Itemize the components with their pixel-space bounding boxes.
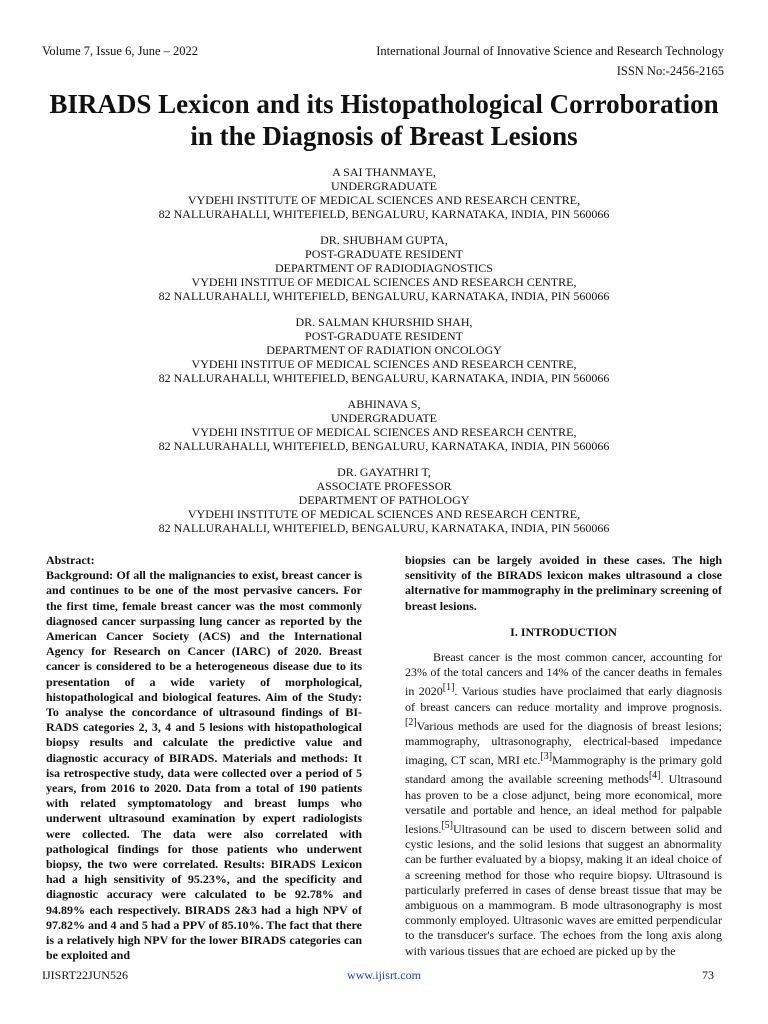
author-name: DR. SHUBHAM GUPTA, (320, 233, 448, 247)
author-affiliation-line: VYDEHI INSTITUTE OF MEDICAL SCIENCES AND RESEARCH CENTRE, (187, 193, 581, 207)
author-name: ABHINAVA S, (347, 397, 421, 411)
page-number: 73 (702, 968, 714, 982)
introduction-paragraph (405, 650, 722, 959)
author-affiliation-line: 82 NALLURAHALLI, WHITEFIELD, BENGALURU, KARNATAKA, INDIA, PIN 560066 (158, 521, 610, 535)
abstract-continuation: biopsies can be largely avoided in these cases. The high sensitivity of the BIRADS lexicon makes ultrasound a close alternative for mammography in the preliminary screening of breast lesions. (405, 553, 722, 613)
intro-text: Various methods are used for the diagnosis of breast lesions; mammography, ultrasonography, electrical-based impedance imaging, CT scan, MRI etc. (405, 718, 722, 768)
author-name: DR. SALMAN KHURSHID SHAH, (295, 315, 473, 329)
citation-ref: [1] (442, 682, 455, 694)
author-block (40, 165, 728, 221)
intro-text: Mammography is the primary gold standard among the available screening methods (405, 753, 722, 787)
author-affiliation-line: ASSOCIATE PROFESSOR (316, 479, 452, 493)
intro-text: Breast cancer is the most common cancer, accounting for 23% of the total cancers and 14% of the cancer deaths in females in 2020 (405, 650, 722, 699)
journal-url-link[interactable]: www.ijisrt.com (347, 968, 421, 982)
author-affiliation-line: VYDEHI INSTITUE OF MEDICAL SCIENCES AND RESEARCH CENTRE, (191, 357, 577, 371)
author-affiliation-line: DEPARTMENT OF RADIATION ONCOLOGY (266, 343, 502, 357)
author-affiliation-line: VYDEHI INSTITUTE OF MEDICAL SCIENCES AND RESEARCH CENTRE, (187, 507, 581, 521)
abstract-text: Background: Of all the malignancies to exist, breast cancer is and continues to be one of the most pervasive cancers. For the first time, female breast cancer was the most commonly diagnosed cancer surpassing lung cancer as reported by the American Cancer Society (ACS) and the International Agency for Research on Cancer (IARC) of 2020. Breast cancer is considered to be a heterogeneous disease due to its presentation of a wide variety of morphological, histopathological and biological features. Aim of the Study: To analyse the concordance of ultrasound findings of BI-RADS categories 2, 3, 4 and 5 lesions with histopathological biopsy results and calculate the predictive value and diagnostic accuracy of BIRADS. Materials and methods: It isa retrospective study, data were collected over a period of 5 years, from 2016 to 2020. Data from a total of 190 patients with related symptomatology and breast lumps who underwent ultrasound examination by expert radiologists were collected. The data were also correlated with pathological findings for those patients who underwent biopsy, the two were correlated. Results: BIRADS Lexicon had a high sensitivity of 95.23%, and the specificity and diagnostic accuracy were calculated to be 92.78% and 94.89% each respectively. BIRADS 2&3 had a high NPV of 97.82% and 4 and 5 had a PPV of 85.10%. The fact that there is a relatively high NPV for the lower BIRADS categories can be exploited and (46, 568, 362, 963)
author-name: DR. GAYATHRI T, (337, 465, 431, 479)
right-column (405, 553, 722, 959)
author-affiliation-line: POST-GRADUATE RESIDENT (305, 247, 463, 261)
author-affiliation-line: VYDEHI INSTITUE OF MEDICAL SCIENCES AND RESEARCH CENTRE, (191, 425, 577, 439)
author-affiliation-line: DEPARTMENT OF PATHOLOGY (298, 493, 470, 507)
author-affiliation-line: 82 NALLURAHALLI, WHITEFIELD, BENGALURU, KARNATAKA, INDIA, PIN 560066 (158, 207, 610, 221)
section-heading-introduction: I. INTRODUCTION (510, 624, 617, 639)
author-affiliation-line: UNDERGRADUATE (331, 179, 437, 193)
citation-ref: [4] (648, 770, 661, 782)
issn-number: ISSN No:-2456-2165 (616, 64, 724, 78)
abstract-heading: Abstract: (46, 553, 95, 567)
author-block (40, 397, 728, 453)
author-affiliation-line: VYDEHI INSTITUE OF MEDICAL SCIENCES AND RESEARCH CENTRE, (191, 275, 577, 289)
author-block (40, 315, 728, 385)
journal-name: International Journal of Innovative Science and Research Technology (376, 44, 724, 58)
author-affiliation-line: DEPARTMENT OF RADIODIAGNOSTICS (275, 261, 493, 275)
paper-id: IJISRT22JUN526 (42, 968, 128, 982)
author-affiliation-line: UNDERGRADUATE (331, 411, 437, 425)
citation-ref: [3] (540, 751, 553, 763)
intro-text: . Various studies have proclaimed that early diagnosis of breast cancers can reduce mortality and improve prognosis. (405, 684, 722, 714)
author-name: A SAI THANMAYE, (332, 165, 436, 179)
author-block (40, 465, 728, 535)
author-affiliation-line: 82 NALLURAHALLI, WHITEFIELD, BENGALURU, KARNATAKA, INDIA, PIN 560066 (158, 439, 610, 453)
author-block (40, 233, 728, 303)
volume-issue: Volume 7, Issue 6, June – 2022 (42, 44, 199, 58)
paper-title: BIRADS Lexicon and its Histopathological Corroboration in the Diagnosis of Breast Lesions (49, 89, 719, 151)
citation-ref: [5] (441, 820, 454, 832)
author-affiliation-line: POST-GRADUATE RESIDENT (305, 329, 463, 343)
intro-text: Ultrasound can be used to discern between solid and cystic lesions, and the solid lesions that suggest an abnormality can be further evaluated by a biopsy, making it an ideal choice of a screening method for those who require biopsy. Ultrasound is particularly preferred in cases of dense breast tissue that may be ambiguous on a mammogram. B mode ultrasonography is most commonly employed. Ultrasonic waves are emitted perpendicular to the transducer's surface. The echoes from the long axis along with various tissues that are echoed are picked up by the (405, 822, 722, 958)
author-list (40, 165, 728, 547)
citation-ref: [2] (405, 716, 417, 728)
intro-text: . Ultrasound has proven to be a close adjunct, being more economical, more versatile and portable and hence, an ideal method for palpable lesions. (405, 772, 723, 837)
abstract-column (46, 553, 362, 963)
author-affiliation-line: 82 NALLURAHALLI, WHITEFIELD, BENGALURU, KARNATAKA, INDIA, PIN 560066 (158, 371, 610, 385)
author-affiliation-line: 82 NALLURAHALLI, WHITEFIELD, BENGALURU, KARNATAKA, INDIA, PIN 560066 (158, 289, 610, 303)
